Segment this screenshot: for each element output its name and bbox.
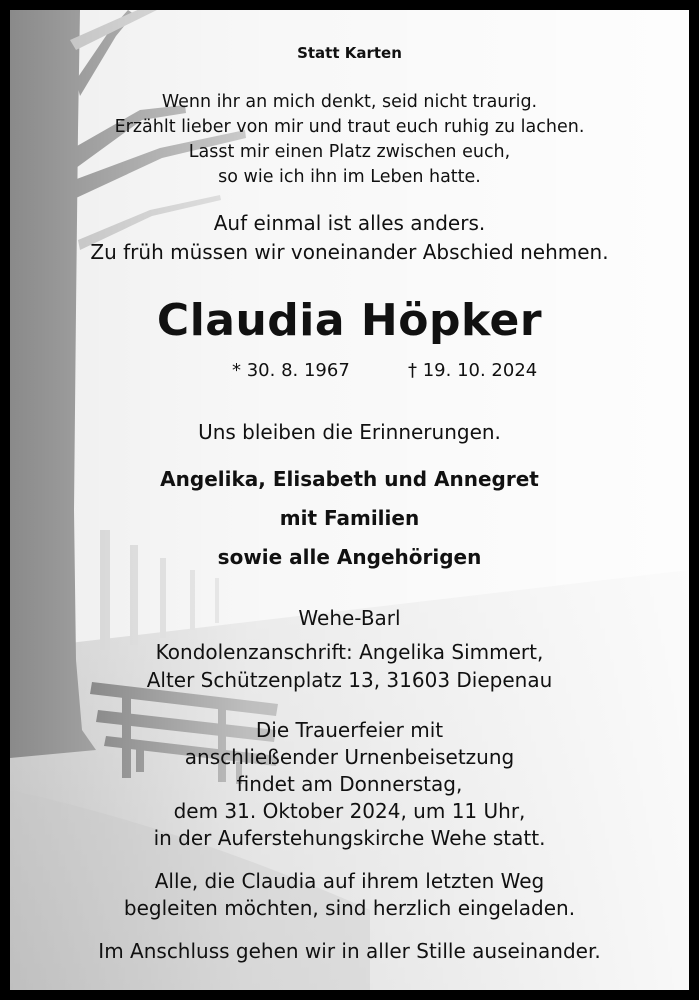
ceremony-line: anschließender Urnenbeisetzung (184, 745, 515, 769)
condolence-line: Alter Schützenplatz 13, 31603 Diepenau (146, 668, 553, 692)
header-statt-karten: Statt Karten (297, 44, 402, 62)
deceased-name: Claudia Höpker (156, 295, 543, 346)
condolence-line: Kondolenzanschrift: Angelika Simmert, (155, 640, 544, 664)
poem-line: Lasst mir einen Platz zwischen euch, (188, 142, 511, 162)
ceremony-line: in der Auferstehungskirche Wehe statt. (153, 826, 546, 850)
ceremony-line: Die Trauerfeier mit (255, 718, 444, 742)
closing-line: Im Anschluss gehen wir in aller Stille auseinander. (98, 939, 601, 963)
ceremony-line: dem 31. Oktober 2024, um 11 Uhr, (173, 799, 526, 823)
mourners-line: Angelika, Elisabeth und Annegret (160, 467, 539, 491)
intro-line: Zu früh müssen wir voneinander Abschied nehmen. (90, 240, 609, 264)
mourners-line: sowie alle Angehörigen (217, 545, 482, 569)
poem-line: Wenn ihr an mich denkt, seid nicht traurig. (161, 92, 538, 112)
obituary-card (10, 10, 689, 990)
intro-line: Auf einmal ist alles anders. (213, 211, 486, 235)
poem-line: Erzählt lieber von mir und traut euch ruhig zu lachen. (114, 117, 585, 137)
death-date: † 19. 10. 2024 (408, 360, 538, 381)
mourners-line: mit Familien (279, 506, 420, 530)
place: Wehe-Barl (298, 606, 401, 630)
birth-date: * 30. 8. 1967 (232, 360, 350, 381)
invitation-line: Alle, die Claudia auf ihrem letzten Weg (154, 869, 545, 893)
memory-line: Uns bleiben die Erinnerungen. (198, 420, 501, 444)
life-dates (10, 360, 689, 386)
invitation-line: begleiten möchten, sind herzlich eingeladen. (123, 896, 576, 920)
ceremony-line: findet am Donnerstag, (236, 772, 463, 796)
poem-line: so wie ich ihn im Leben hatte. (218, 167, 481, 187)
